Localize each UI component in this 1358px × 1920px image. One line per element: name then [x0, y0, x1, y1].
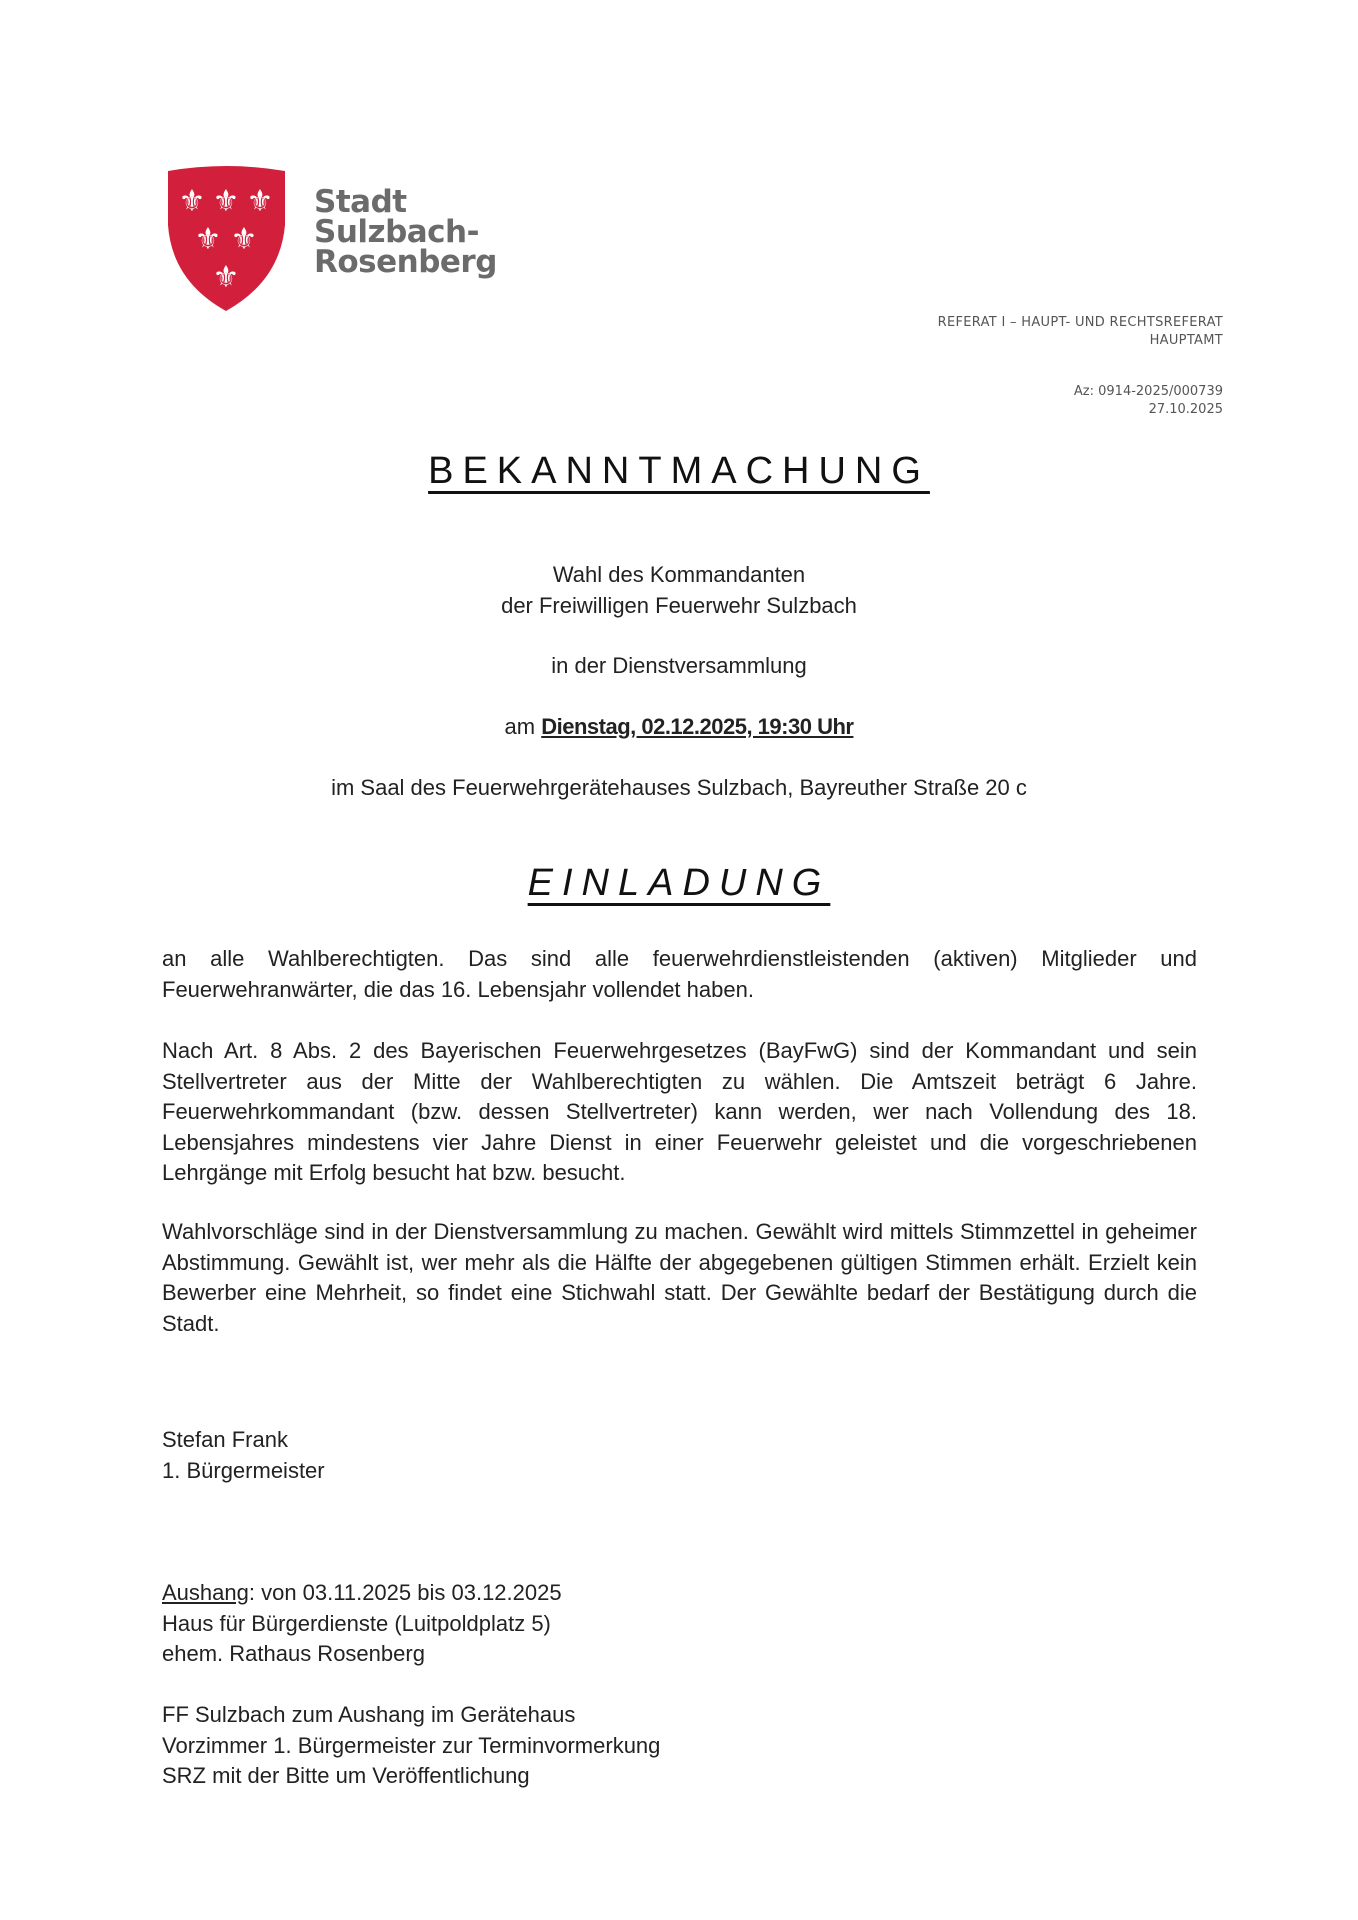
posting-period	[162, 1578, 562, 1609]
paragraph-eligibility: an alle Wahlberechtigten. Das sind alle feuerwehrdienstleistenden (aktiven) Mitglieder und Feuerwehranwärter, die das 16. Lebensjahr vollendet haben.	[162, 946, 1197, 1002]
svg-text:⚜: ⚜	[212, 184, 240, 219]
department-header	[938, 314, 1223, 350]
assembly-line: in der Dienstversammlung	[551, 653, 807, 678]
election-subject	[0, 559, 1358, 621]
page-title-text: BEKANNTMACHUNG	[428, 450, 930, 492]
invitation-title-text: EINLADUNG	[527, 862, 831, 904]
coat-of-arms-icon	[162, 163, 291, 313]
distribution-list	[162, 1700, 660, 1792]
subject-line: Wahl des Kommandanten	[552, 562, 806, 587]
posting-dates: : von 03.11.2025 bis 03.12.2025	[248, 1580, 562, 1605]
distribution-item: SRZ mit der Bitte um Veröffentlichung	[162, 1763, 530, 1788]
svg-text:⚜: ⚜	[230, 222, 258, 257]
city-name-line: Stadt	[314, 184, 407, 220]
signatory-role: 1. Bürgermeister	[162, 1457, 325, 1483]
office-name: HAUPTAMT	[1149, 333, 1223, 348]
date-prefix: am	[504, 714, 542, 739]
posting-location: ehem. Rathaus Rosenberg	[162, 1641, 425, 1666]
distribution-item: FF Sulzbach zum Aushang im Gerätehaus	[162, 1702, 576, 1727]
meeting-date-line	[0, 711, 1358, 742]
paragraph-legal-basis: Nach Art. 8 Abs. 2 des Bayerischen Feuerwehrgesetzes (BayFwG) sind der Kommandant und sein Stellvertreter aus der Mitte der Wahlberechtigten zu wählen. Die Amtszeit beträgt 6 Jahre. Feuerwehrkommandant (bzw. dessen Stellvertreter) kann werden, wer nach Vollendung des 18. Lebensjahres mindestens vier Jahre Dienst in einer Feuerwehr geleistet und die vorgeschriebenen Lehrgänge mit Erfolg besucht hat bzw. besucht.	[162, 1038, 1197, 1185]
invitation-title	[0, 862, 1358, 905]
posting-location: Haus für Bürgerdienste (Luitpoldplatz 5)	[162, 1610, 551, 1636]
signatory-name: Stefan Frank	[162, 1427, 288, 1452]
document-date: 27.10.2025	[1148, 402, 1223, 417]
city-logo	[162, 163, 497, 313]
reference-block	[1074, 383, 1223, 419]
distribution-item: Vorzimmer 1. Bürgermeister zur Terminvormerkung	[162, 1732, 661, 1758]
page-title	[0, 450, 1358, 493]
department-name: REFERAT I – HAUPT- UND RECHTSREFERAT	[937, 315, 1223, 330]
city-name-line: Rosenberg	[314, 244, 497, 280]
meeting-date: Dienstag, 02.12.2025, 19:30 Uhr	[541, 714, 854, 739]
signature-block	[162, 1425, 325, 1486]
posting-label: Aushang	[162, 1580, 249, 1605]
posting-block	[162, 1578, 562, 1670]
subject-line: der Freiwilligen Feuerwehr Sulzbach	[501, 593, 857, 618]
svg-text:⚜: ⚜	[178, 184, 206, 219]
city-name-line: Sulzbach-	[314, 214, 479, 250]
paragraph-procedure: Wahlvorschläge sind in der Dienstversammlung zu machen. Gewählt wird mittels Stimmzettel in geheimer Abstimmung. Gewählt ist, wer mehr als die Hälfte der abgegebenen gültigen Stimmen erhält. Erzielt kein Bewerber eine Mehrheit, so findet eine Stichwahl statt. Der Gewählte bedarf der Bestätigung durch die Stadt.	[162, 1219, 1197, 1336]
svg-text:⚜: ⚜	[212, 260, 240, 295]
svg-text:⚜: ⚜	[246, 184, 274, 219]
city-name	[314, 184, 497, 280]
file-reference: Az: 0914-2025/000739	[1073, 384, 1223, 399]
meeting-location: im Saal des Feuerwehrgerätehauses Sulzbach, Bayreuther Straße 20 c	[331, 775, 1027, 800]
svg-text:⚜: ⚜	[194, 222, 222, 257]
